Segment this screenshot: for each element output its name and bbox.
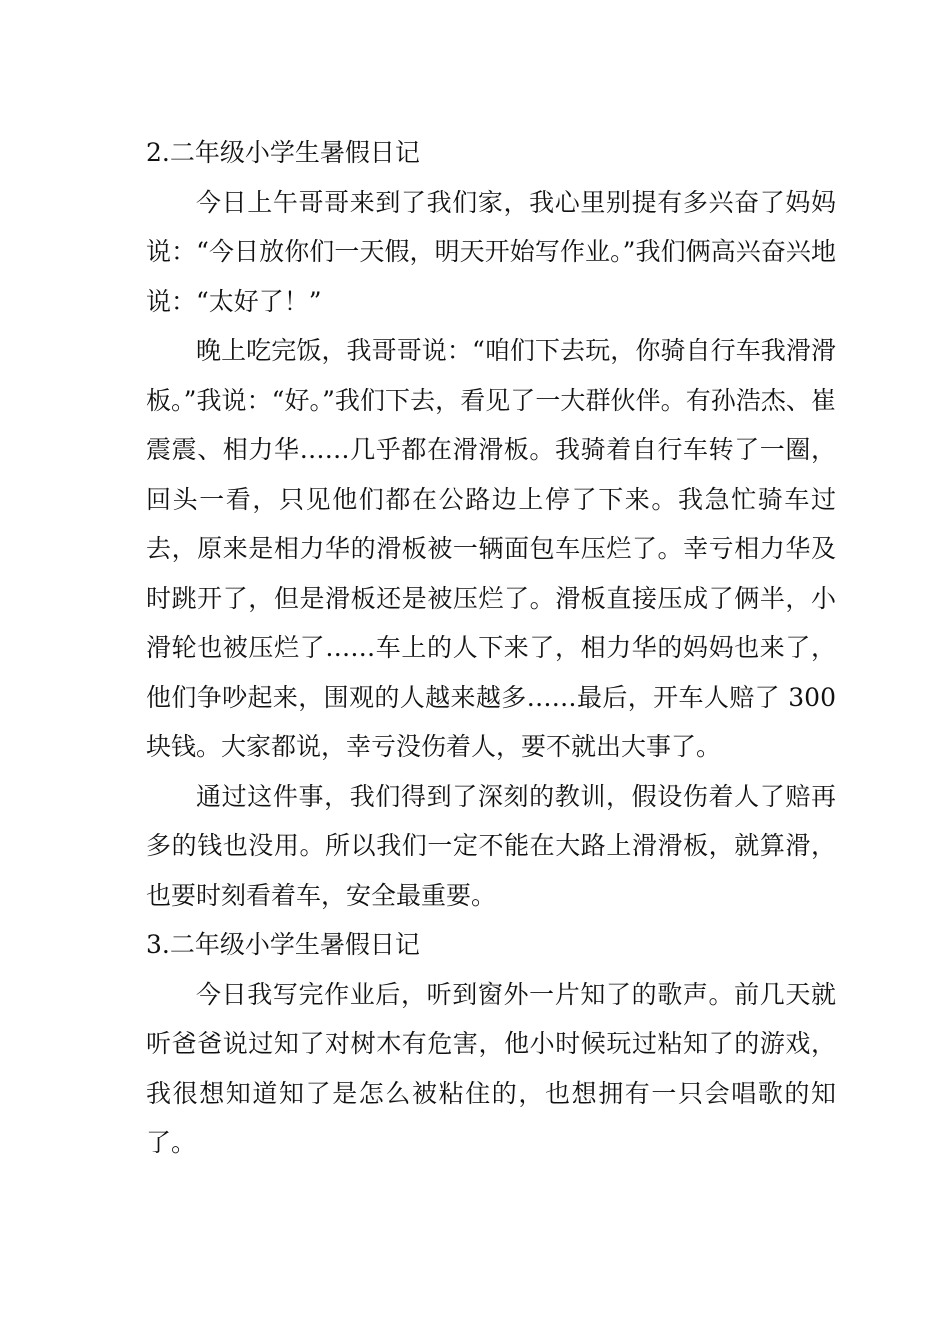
document-body [146,128,836,1168]
section-2-paragraph-3: 通过这件事，我们得到了深刻的教训，假设伤着人了赔再多的钱也没用。所以我们一定不能在大路上滑滑板，就算滑，也要时刻看着车，安全最重要。 [146,781,836,910]
section-2-paragraph-2: 晚上吃完饭，我哥哥说：“咱们下去玩，你骑自行车我滑滑板。”我说：“好。”我们下去，看见了一大群伙伴。有孙浩杰、崔震震、相力华……几乎都在滑滑板。我骑着自行车转了一圈，回头一看，只见他们都在公路边上停了下来。我急忙骑车过去，原来是相力华的滑板被一辆面包车压烂了。幸亏相力华及时跳开了，但是滑板还是被压烂了。滑板直接压成了俩半，小滑轮也被压烂了……车上的人下来了，相力华的妈妈也来了，他们争吵起来，围观的人越来越多……最后，开车人赔了 300 块钱。大家都说，幸亏没伤着人，要不就出大事了。 [146,336,836,761]
section-2-heading: 2.二年级小学生暑假日记 [146,138,420,167]
section-2-paragraph-1: 今日上午哥哥来到了我们家，我心里别提有多兴奋了妈妈说：“今日放你们一天假，明天开始写作业。”我们俩高兴奋兴地说：“太好了！” [146,187,836,316]
section-3-paragraph-1: 今日我写完作业后，听到窗外一片知了的歌声。前几天就听爸爸说过知了对树木有危害，他小时候玩过粘知了的游戏，我很想知道知了是怎么被粘住的，也想拥有一只会唱歌的知了。 [146,979,836,1157]
section-3-heading: 3.二年级小学生暑假日记 [146,930,420,959]
